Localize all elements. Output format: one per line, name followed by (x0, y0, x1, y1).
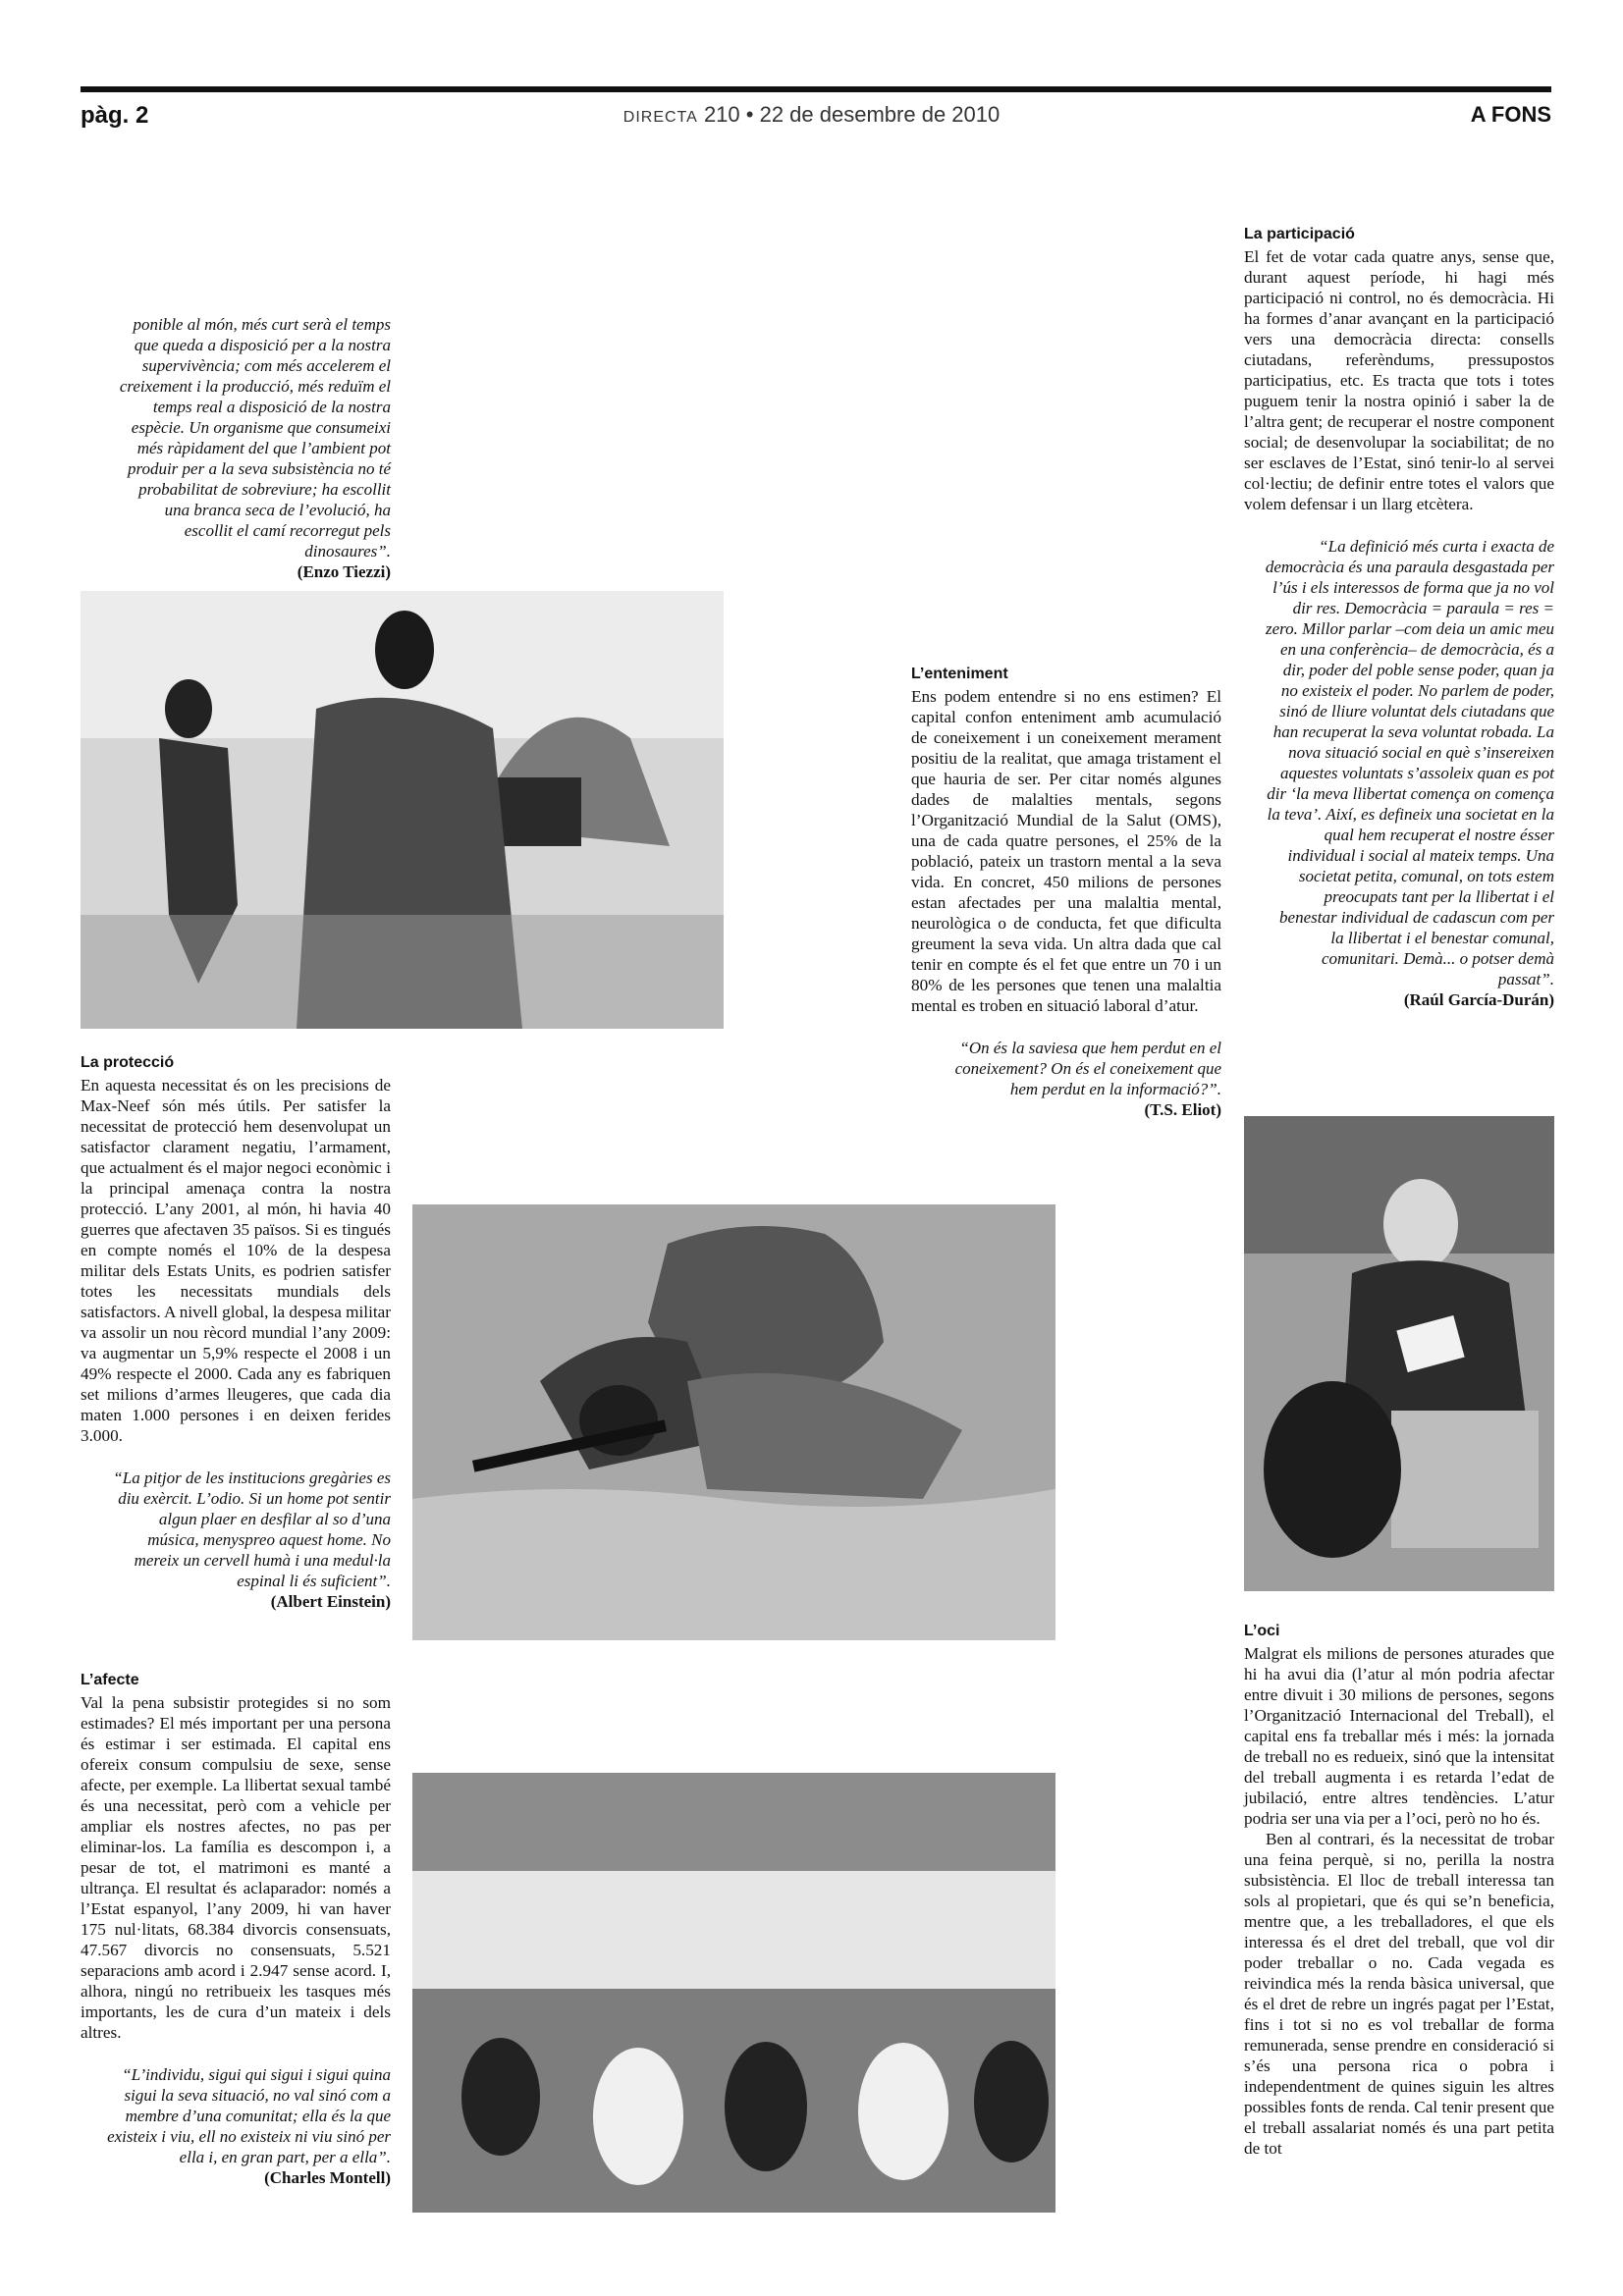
proteccio-article (81, 1053, 391, 1612)
tiezzi-quote: ponible al món, més curt serà el temps que queda a disposició per a la nostra supervivència; com més accelerem el creixement i la producció, més reduïm el temps real a disposició de la nostra espècie. Un organisme que consumeixi més ràpidament del que l’ambient pot produir per a la seva subsistència no té probabilitat de sobreviure; ha escollit una branca seca de l’evolució, ha escollit el camí recorregut pels dinosaures”. (119, 315, 391, 561)
montell-quote: “L’individu, sigui qui sigui i sigui quina sigui la seva situació, no val sinó com a membre d’una comunitat; ella és la que existeix i viu, ell no existeix ni viu sinó per ella i, en gran part, per a ella”. (107, 2065, 391, 2166)
afecte-heading: L’afecte (81, 1672, 139, 1688)
top-rule (81, 86, 1551, 92)
einstein-quote: “La pitjor de les institucions gregàries es diu exèrcit. L’odio. Si un home pot sentir algun plaer en desfilar al so d’una música, menyspreo aquest home. No mereix un cervell humà i una medul·la espinal li és suficient”. (113, 1468, 391, 1590)
tiezzi-author: (Enzo Tiezzi) (297, 562, 391, 581)
section-title: A FONS (1470, 102, 1551, 127)
garcia-duran-author: (Raúl García-Durán) (1403, 990, 1554, 1009)
afecte-body: Val la pena subsistir protegides si no som estimades? El més important per una persona és estimar i ser estimada. El capital ens ofereix consum compulsiu de sexe, sense afecte, per exemple. La llibertat sexual també és una necessitat, però com a vehicle per ampliar els nostres afectes, no pas per eliminar-los. La família es descompon i, a pesar de tot, el matrimoni es manté a ultrança. El resultat és aclaparador: només a l’Estat espanyol, l’any 2009, hi van haver 175 nul·litats, 68.384 divorcis consensuats, 47.567 divorcis no consensuats, 5.521 separacions amb acord i 2.947 sense acord. I, alhora, ningú no retribueix les tasques més importants, les de cura d’un mateix i dels altres. (81, 1693, 391, 2042)
eliot-quote: “On és la saviesa que hem perdut en el coneixement? On és el coneixement que hem perdut en la informació?”. (954, 1039, 1221, 1098)
issue-number: 210 (703, 102, 740, 127)
eliot-author: (T.S. Eliot) (1144, 1100, 1221, 1119)
participacio-heading: La participació (1244, 226, 1355, 242)
participacio-article (1244, 225, 1554, 1010)
tiezzi-block (113, 314, 391, 582)
enteniment-body: Ens podem entendre si no ens estimen? El capital confon enteniment amb acumulació de coneixement i un coneixement merament positiu de la realitat, que amaga tristament el que hauria de ser. Per citar només algunes dades de malalties mentals, segons l’Organització Mundial de la Salut (OMS), una de cada quatre persones, el 25% de la població, pateix un trastorn mental a la seva vida. En concret, 450 milions de persones estan afectades per una malaltia mental, neurològica o de conducta, fet que dificulta greument la seva vida. Un altra dada que cal tenir en compte és el fet que entre un 70 i un 80% de les persones que tenen una malaltia mental es troben en situació laboral d’atur. (911, 687, 1221, 1015)
afecte-article (81, 1671, 391, 2188)
oci-article (1244, 1622, 1554, 2159)
garcia-duran-quote: “La definició més curta i exacta de democràcia és una paraula desgastada per l’ús i els interessos de forma que ja no vol dir res. Democràcia = paraula = res = zero. Millor parlar –com deia un amic meu en una conferència– de democràcia, és a dir, poder del poble sense poder, quan ja no existeix el poder. No parlem de poder, sinó de lliure voluntat dels ciutadans que han recuperat la seva voluntat robada. La nova situació social en què s’insereixen aquestes voluntats s’assoleix quan es pot dir ‘la meva llibertat comença on comença la teva’. Així, es defineix una societat en la qual hem recuperat el nostre ésser individual i social al mateix temps. Una societat petita, comunal, on tots estem preocupats tant per la llibertat i el benestar individual de cadascun com per la llibertat i el benestar comunal, comunitari. Demà... o potser demà passat”. (1265, 537, 1554, 988)
proteccio-heading: La protecció (81, 1054, 175, 1071)
enteniment-article (911, 665, 1221, 1120)
enteniment-heading: L’enteniment (911, 666, 1008, 682)
proteccio-body: En aquesta necessitat és on les precisions de Max-Neef són més útils. Per satisfer la necessitat de protecció hem desenvolupat un satisfactor clarament negatiu, l’armament, que actualment és el major negoci econòmic i la principal amenaça contra la nostra protecció. L’any 2001, al món, hi havia 40 guerres que afectaven 35 països. Si es tingués en compte només el 10% de la despesa militar dels Estats Units, es podrien satisfer totes les necessitats mundials dels satisfactors. A nivell global, la despesa militar va assolir un nou rècord mundial l’any 2009: va augmentar un 5,9% respecte el 2008 i un 49% respecte el 2000. Cada any es fabriquen set milions d’armes lleugeres, que cada dia maten 1.000 persones i en deixen ferides 3.000. (81, 1076, 391, 1445)
publication-name: DIRECTA (622, 109, 698, 126)
oci-body-2: Ben al contrari, és la necessitat de trobar una feina perquè, si no, perilla la nostra subsistència. El lloc de treball interessa tan sols al propietari, que és qui se’n beneficia, mentre que, a les treballadores, el que els interessa és el dret del treball, que vol dir poder treballar o no. Cada vegada es reivindica més la renda bàsica universal, que és el dret de rebre un ingrés pagat per l’Estat, fins i tot si no es vol treballar de forma remunerada, sense prendre en consideració si s’és una persona rica o pobra i independentment de quines siguin les altres possibles fonts de renda. Cal tenir present que el treball assalariat només és una part petita de tot (1244, 1830, 1554, 2158)
issue-date: • 22 de desembre de 2010 (745, 102, 1001, 127)
oci-body-1: Malgrat els milions de persones aturades que hi ha avui dia (l’atur al món podria afectar entre divuit i 30 milions de persones, segons l’Organització Internacional del Treball), el capital ens fa treballar més i més: la jornada de treball no es redueix, sinó que la intensitat del treball augmenta i es retarda l’edat de jubilació, entre altres tendències. L’atur podria ser una via per a l’oci, però no ho és. (1244, 1644, 1554, 1828)
einstein-author: (Albert Einstein) (270, 1592, 391, 1611)
photo-voting (1244, 1116, 1554, 1591)
oci-heading: L’oci (1244, 1623, 1280, 1639)
photo-mass-wedding (412, 1773, 1055, 2213)
montell-author: (Charles Montell) (264, 2168, 391, 2187)
page-number: pàg. 2 (81, 102, 149, 129)
photo-mother-child (81, 591, 724, 1029)
photo-soldier-water (412, 1204, 1055, 1640)
participacio-body: El fet de votar cada quatre anys, sense que, durant aquest període, hi hagi més participació ni control, no és democràcia. Hi ha formes d’anar avançant en la participació vers una democràcia directa: consells ciutadans, referèndums, pressupostos participatius, etc. Es tracta que tots i totes puguem tenir la nostra opinió i saber la de l’altra gent; de recuperar el nostre component social; de desenvolupar la sociabilitat; de no ser esclaves de l’Estat, sinó tenir-lo al servei col·lectiu; de definir entre totes el valors que volem defensar i un llarg etcètera. (1244, 247, 1554, 513)
masthead-line (0, 102, 1623, 128)
